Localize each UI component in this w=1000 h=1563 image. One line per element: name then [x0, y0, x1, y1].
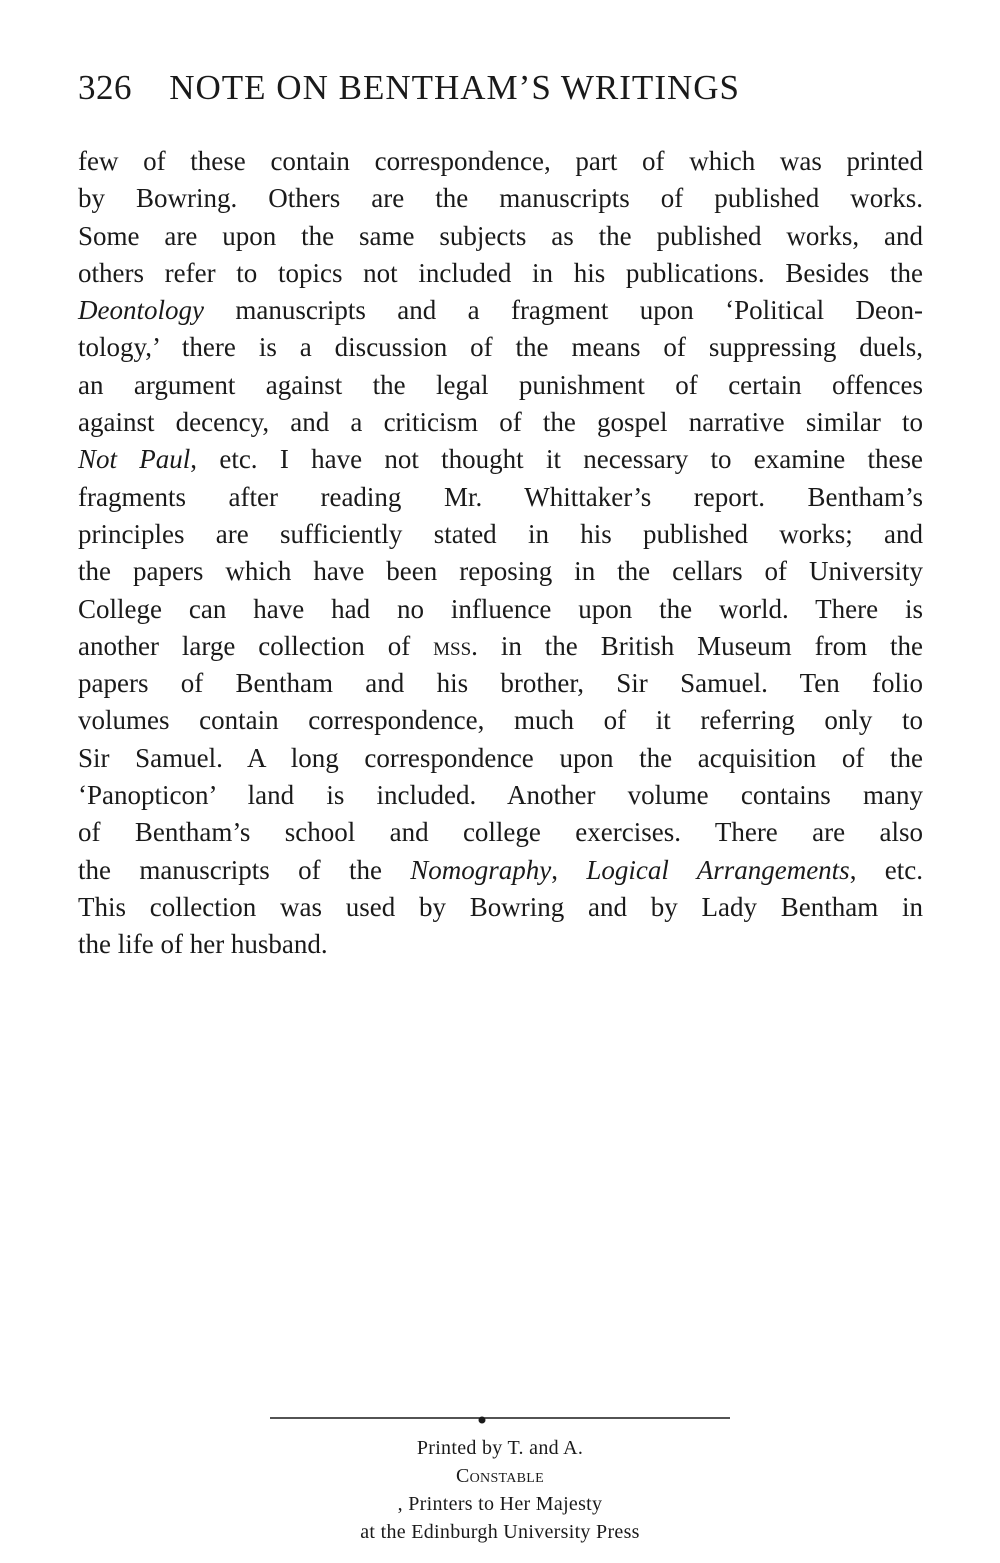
text-run: Printed by T. and A. — [416, 1437, 584, 1459]
text-line — [78, 628, 923, 665]
text-line: papers of Bentham and his brother, Sir Samuel. Ten folio — [78, 668, 923, 699]
text-run: manuscripts and a fragment upon ‘Political Deon- — [203, 295, 923, 326]
text-run: , etc. I have not thought it necessary to examine these — [190, 444, 923, 475]
book-title: Nomography — [410, 854, 552, 885]
text-line: the life of her husband. — [78, 929, 328, 960]
printer-rule-ornament — [270, 1414, 730, 1424]
text-line: Sir Samuel. A long correspondence upon the acquisition of the — [78, 742, 923, 773]
text-line: volumes contain correspondence, much of it referring only to — [78, 705, 923, 736]
text-run: , — [551, 854, 587, 885]
text-line: This collection was used by Bowring and by Lady Bentham in — [78, 891, 923, 922]
text-line: the papers which have been reposing in the cellars of University — [78, 556, 923, 587]
text-line: Some are upon the same subjects as the published works, and — [78, 220, 923, 251]
text-line: fragments after reading Mr. Whittaker’s report. Bentham’s — [78, 481, 923, 512]
page-number: 326 — [78, 68, 132, 107]
text-line: principles are sufficiently stated in his published works; and — [78, 518, 923, 549]
text-run: , Printers to Her Majesty — [397, 1493, 603, 1515]
book-title: Deontology — [78, 295, 204, 326]
text-line: few of these contain correspondence, part of which was printed — [78, 146, 923, 176]
text-line: an argument against the legal punishment of certain offences — [78, 369, 923, 400]
text-line — [78, 292, 923, 329]
book-title: Not Paul — [78, 444, 191, 475]
text-line: against decency, and a criticism of the gospel narrative similar to — [78, 407, 923, 438]
text-line: of Bentham’s school and college exercises. There are also — [78, 817, 923, 848]
running-head: NOTE ON BENTHAM’S WRITINGS — [169, 68, 740, 107]
imprint-line-2: at the Edinburgh University Press — [360, 1521, 640, 1543]
text-line — [78, 852, 923, 889]
rule-dot — [479, 1417, 486, 1424]
imprint-line-1 — [150, 1434, 850, 1518]
text-run: another large collection of — [78, 630, 434, 661]
text-line: ‘Panopticon’ land is included. Another volume contains many — [78, 780, 923, 811]
body-paragraph — [78, 143, 923, 964]
book-title: Logical Arrangements — [586, 854, 850, 885]
abbreviation-mss: mss — [433, 630, 472, 661]
text-line: others refer to topics not included in his publications. Besides the — [78, 257, 923, 288]
printer-imprint — [150, 1434, 850, 1546]
text-line: by Bowring. Others are the manuscripts of published works. — [78, 183, 923, 214]
text-run: , etc. — [849, 854, 923, 885]
text-line — [78, 441, 923, 478]
text-line: College can have had no influence upon the world. There is — [78, 593, 923, 624]
page-header — [78, 68, 938, 116]
text-line: tology,’ there is a discussion of the means of suppressing duels, — [78, 332, 923, 363]
text-run: . in the British Museum from the — [471, 630, 924, 661]
printer-name: Constable — [455, 1465, 545, 1487]
text-run: the manuscripts of the — [78, 854, 411, 885]
